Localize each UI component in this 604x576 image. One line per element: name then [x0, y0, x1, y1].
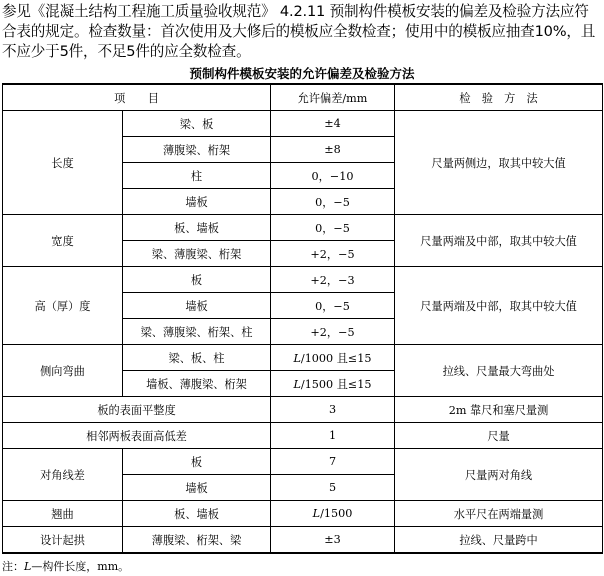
item-flatness: 板的表面平整度	[3, 397, 271, 423]
table-note	[2, 558, 129, 574]
sub-item: 墙板	[123, 293, 271, 319]
table-row	[3, 423, 603, 449]
tolerance-cell	[271, 371, 395, 397]
group-label-width: 宽度	[3, 215, 123, 267]
tolerance-cell: 3	[271, 397, 395, 423]
sub-item: 梁、薄腹梁、桁架	[123, 241, 271, 267]
sub-item: 墙板	[123, 475, 271, 501]
table-row	[3, 449, 603, 475]
method-cell: 尺量	[395, 423, 603, 449]
length-variable: L	[24, 560, 32, 573]
header-tolerance: 允许偏差/mm	[271, 84, 395, 111]
tolerance-cell: ±4	[271, 111, 395, 137]
tolerance-cell: 0，−10	[271, 163, 395, 189]
method-cell: 水平尺在两端量测	[395, 501, 603, 527]
length-variable: L	[293, 377, 301, 391]
header-row	[3, 84, 603, 111]
table-row	[3, 397, 603, 423]
length-variable: L	[312, 507, 321, 520]
method-cell: 拉线、尺量跨中	[395, 527, 603, 554]
group-label-bend: 侧向弯曲	[3, 345, 123, 397]
sub-item: 墙板、薄腹梁、桁架	[123, 371, 271, 397]
table-title: 预制构件模板安装的允许偏差及检验方法	[189, 66, 415, 81]
tolerance-cell: ±3	[271, 527, 395, 554]
table-row	[3, 267, 603, 293]
table-row	[3, 501, 603, 527]
note-text: —构件长度，mm。	[31, 560, 130, 573]
tolerance-cell: 0，−5	[271, 215, 395, 241]
tolerance-cell: +2，−5	[271, 319, 395, 345]
tolerance-cell: +2，−3	[271, 267, 395, 293]
sub-item: 板	[123, 267, 271, 293]
sub-item: 梁、板、柱	[123, 345, 271, 371]
group-label-camber: 设计起拱	[3, 527, 123, 554]
sub-item: 板、墙板	[123, 501, 271, 527]
sub-item: 薄腹梁、桁架	[123, 137, 271, 163]
method-cell: 拉线、尺量最大弯曲处	[395, 345, 603, 397]
sub-item: 板	[123, 449, 271, 475]
tolerance-table	[2, 83, 603, 554]
tolerance-cell: 0，−5	[271, 293, 395, 319]
tolerance-text: /1000 且≤15	[300, 351, 372, 365]
header-item: 项 目	[3, 84, 271, 111]
method-cell: 尺量两端及中部，取其中较大值	[395, 267, 603, 345]
sub-item: 梁、板	[123, 111, 271, 137]
method-cell: 尺量两端及中部，取其中较大值	[395, 215, 603, 267]
sub-item: 板、墙板	[123, 215, 271, 241]
length-variable: L	[293, 351, 301, 365]
tolerance-cell	[271, 345, 395, 371]
note-prefix: 注：	[2, 560, 24, 573]
tolerance-cell: 1	[271, 423, 395, 449]
group-label-length: 长度	[3, 111, 123, 215]
tolerance-cell: 5	[271, 475, 395, 501]
group-label-diagonal: 对角线差	[3, 449, 123, 501]
tolerance-cell: +2，−5	[271, 241, 395, 267]
tolerance-text: /1500 且≤15	[300, 377, 372, 391]
group-label-height: 高（厚）度	[3, 267, 123, 345]
tolerance-cell	[271, 501, 395, 527]
header-method: 检 验 方 法	[395, 84, 603, 111]
table-row	[3, 345, 603, 371]
tolerance-cell: ±8	[271, 137, 395, 163]
tolerance-cell: 0，−5	[271, 189, 395, 215]
table-row	[3, 527, 603, 554]
sub-item: 薄腹梁、桁架、梁	[123, 527, 271, 554]
sub-item: 柱	[123, 163, 271, 189]
method-cell: 尺量两侧边，取其中较大值	[395, 111, 603, 215]
method-cell: 2m 靠尺和塞尺量测	[395, 397, 603, 423]
group-label-warp: 翘曲	[3, 501, 123, 527]
sub-item: 梁、薄腹梁、桁架、柱	[123, 319, 271, 345]
method-cell: 尺量两对角线	[395, 449, 603, 501]
intro-paragraph: 参见《混凝土结构工程施工质量验收规范》 4.2.11 预制构件模板安装的偏差及检验方法应符合表的规定。检查数量：首次使用及大修后的模板应全数检查；使用中的模板应抽查10%，且不应少于5件，不足5件的应全数检查。	[2, 3, 596, 60]
item-adjacent: 相邻两板表面高低差	[3, 423, 271, 449]
table-row	[3, 215, 603, 241]
tolerance-cell: 7	[271, 449, 395, 475]
tolerance-text: /1500	[320, 507, 353, 520]
table-row	[3, 111, 603, 137]
sub-item: 墙板	[123, 189, 271, 215]
